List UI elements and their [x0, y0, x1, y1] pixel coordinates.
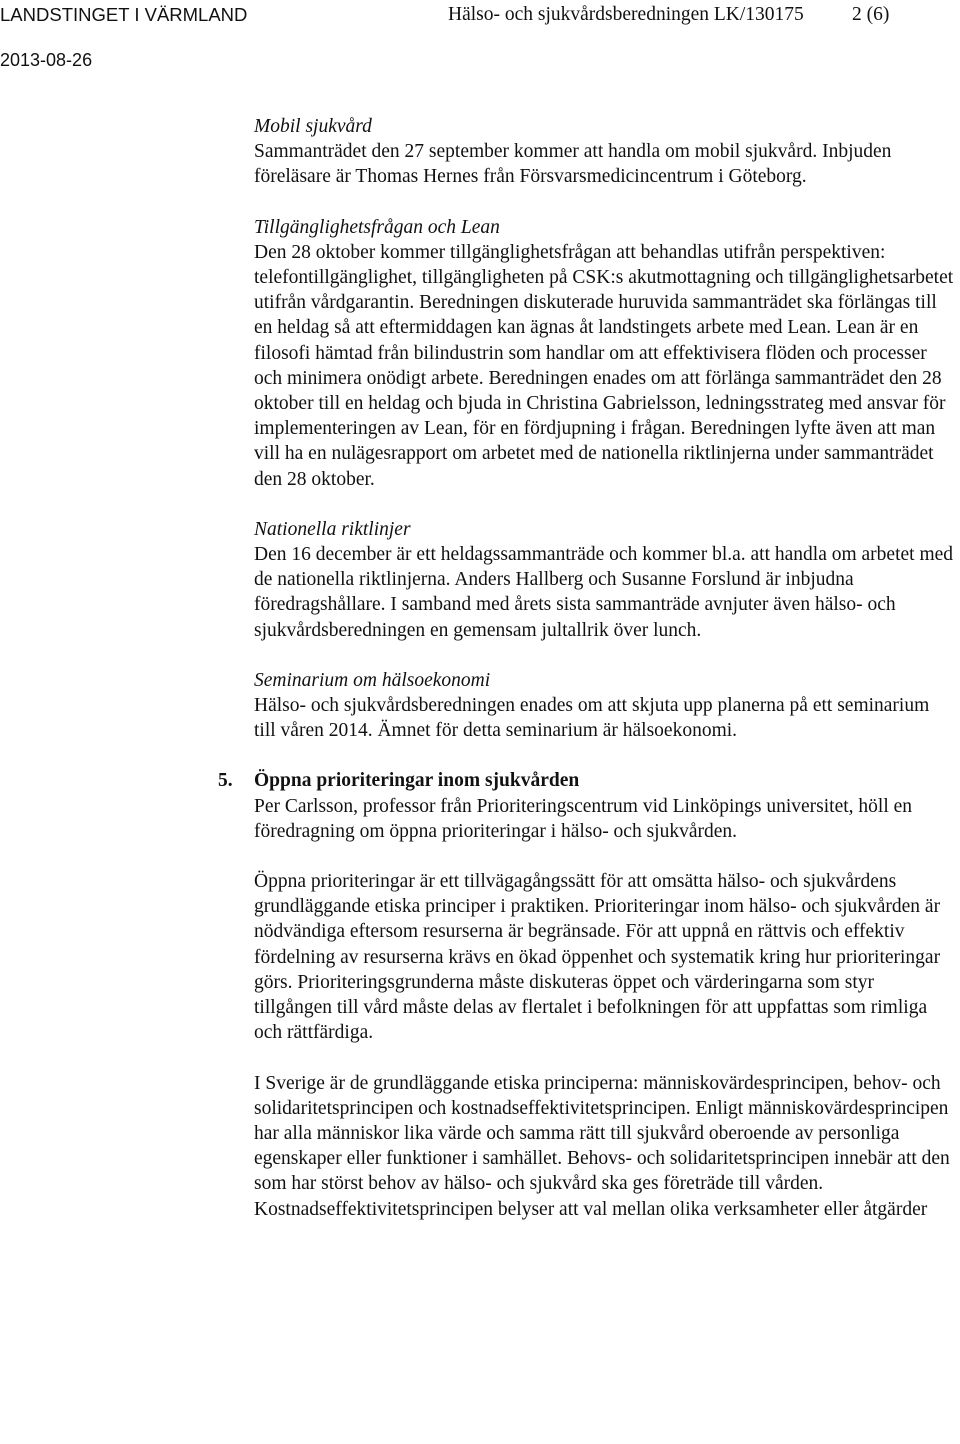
- document-body: [218, 114, 954, 1247]
- header-page-number: 2 (6): [852, 4, 890, 25]
- agenda-item-paragraph: Per Carlsson, professor från Prioriteringscentrum vid Linköpings universitet, höll en föredragning om öppna prioriteringar i hälso- och sjukvården.: [254, 795, 913, 842]
- header-date: 2013-08-26: [0, 50, 93, 70]
- section-mobil-sjukvard: [254, 114, 954, 190]
- paragraph-oppna-prioriteringar: [254, 869, 954, 1045]
- agenda-item-title: Öppna prioriteringar inom sjukvården: [254, 770, 580, 792]
- header-organization: LANDSTINGET I VÄRMLAND: [0, 4, 248, 25]
- section-title: Tillgänglighetsfrågan och Lean: [254, 216, 500, 238]
- section-body: Sammanträdet den 27 september kommer att handla om mobil sjukvård. Inbjuden föreläsare är Thomas Hernes från Försvarsmedicincentrum i Göteborg.: [254, 141, 892, 188]
- section-nationella-riktlinjer: [254, 517, 954, 643]
- section-body: Den 28 oktober kommer tillgänglighetsfrågan att behandlas utifrån perspektiven: telefontillgänglighet, tillgängligheten på CSK:s akutmottagning och tillgänglighetsarbetet utifrån vårdgarantin. Beredningen diskuterade huruvida sammanträdet ska förlängas till en heldag så att eftermiddagen kan ägnas åt landstingets arbete med Lean. Lean är en filosofi hämtad från bilindustrin som handlar om att effektivisera flöden och processer och minimera onödigt arbete. Beredningen enades om att förlänga sammanträdet den 28 oktober till en heldag och bjuda in Christina Gabrielsson, ledningsstrateg med ansvar för implementeringen av Lean, för en fördjupning i frågan. Beredningen lyfte även att man vill ha en nulägesrapport om arbetet med de nationella riktlinjerna under sammanträdet den 28 oktober.: [254, 241, 954, 490]
- section-title: Nationella riktlinjer: [254, 518, 411, 540]
- agenda-item-5: [218, 768, 954, 844]
- agenda-item-paragraph: Öppna prioriteringar är ett tillvägagångssätt för att omsätta hälso- och sjukvårdens grundläggande etiska principer i praktiken. Prioriteringar inom hälso- och sjukvården är nödvändiga eftersom resurserna är begränsade. För att uppnå en rättvis och effektiv fördelning av resurserna krävs en ökad öppenhet och systematik kring hur prioriteringar görs. Prioriteringsgrunderna måste diskuteras öppet och värderingarna som styr tillgången till vård måste delas av flertalet i befolkningen för att uppfattas som rimliga och rättfärdiga.: [254, 871, 941, 1044]
- section-body: Hälso- och sjukvårdsberedningen enades om att skjuta upp planerna på ett seminarium till våren 2014. Ämnet för detta seminarium är hälsoekonomi.: [254, 695, 930, 742]
- section-seminarium-halsoekonomi: [254, 668, 954, 744]
- section-body: Den 16 december är ett heldagssammanträde och kommer bl.a. att handla om arbetet med de nationella riktlinjerna. Anders Hallberg och Susanne Forslund är inbjudna föredragshållare. I samband med årets sista sammanträde avnjuter även hälso- och sjukvårdsberedningen en gemensam jultallrik över lunch.: [254, 544, 954, 641]
- paragraph-etiska-principer: [254, 1071, 954, 1222]
- section-tillganglighet-lean: [254, 215, 954, 492]
- header-committee-reference: Hälso- och sjukvårdsberedningen LK/130175: [448, 4, 804, 25]
- agenda-item-paragraph: I Sverige är de grundläggande etiska principerna: människovärdesprincipen, behov- och solidaritetsprincipen och kostnadseffektivitetsprincipen. Enligt människovärdesprincipen har alla människor lika värde och samma rätt till sjukvård oberoende av personliga egenskaper eller funktioner i samhället. Behovs- och solidaritetsprincipen innebär att den som har störst behov av hälso- och sjukvård ska ges företräde till vården. Kostnadseffektivitetsprincipen belyser att val mellan olika verksamheter eller åtgärder: [254, 1072, 950, 1220]
- section-title: Seminarium om hälsoekonomi: [254, 669, 491, 691]
- agenda-item-number: 5.: [218, 770, 233, 792]
- section-title: Mobil sjukvård: [254, 116, 372, 137]
